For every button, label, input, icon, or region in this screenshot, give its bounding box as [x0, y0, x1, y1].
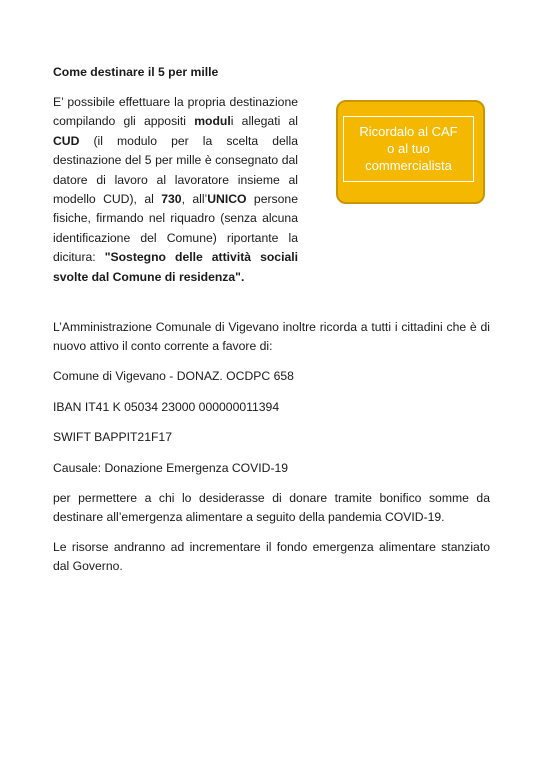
body-paragraph-1: L’Amministrazione Comunale di Vigevano inoltre ricorda a tutti i cittadini che è di nuovo attivo il conto corrente a favore di: — [53, 320, 490, 354]
intro-bold-moduli: modul — [194, 114, 231, 129]
intro-text-4: , all’ — [181, 192, 208, 207]
body-paragraph-6: per permettere a chi lo desiderasse di donare tramite bonifico somme da destinare all’emergenza alimentare a seguito della pandemia COVID-19. — [53, 491, 490, 525]
intro-bold-730: 730 — [161, 192, 182, 207]
body-paragraph-7: Le risorse andranno ad incrementare il fondo emergenza alimentare stanziato dal Governo. — [53, 540, 490, 574]
body-swift: SWIFT BAPPIT21F17 — [53, 430, 172, 444]
intro-bold-cud: CUD — [53, 133, 80, 148]
body-recipient: Comune di Vigevano - DONAZ. OCDPC 658 — [53, 369, 294, 383]
intro-paragraph — [53, 93, 298, 287]
intro-text-5: persone fisiche, firmando nel riquadro (senza alcuna identificazione del Comune) riportante la dicitura: — [53, 192, 298, 265]
intro-bold-unico: UNICO — [207, 192, 247, 207]
body-iban: IBAN IT41 K 05034 23000 000000011394 — [53, 400, 280, 414]
callout-line-1: Ricordalo al CAF — [359, 124, 458, 139]
body-causale: Causale: Donazione Emergenza COVID-19 — [53, 461, 289, 475]
intro-text-3: (il modulo per la scelta della destinazione del 5 per mille è consegnato dal datore di lavoro al lavoratore insieme al modello CUD), al — [53, 133, 298, 207]
callout-line-2: o al tuo — [387, 141, 430, 156]
reminder-callout — [336, 100, 485, 204]
reminder-callout-frame — [343, 116, 474, 182]
intro-bold-dicitura: "Sostegno delle attività sociali svolte dal Comune di residenza". — [53, 250, 299, 284]
intro-text-1: E’ possibile effettuare la propria destinazione compilando gli appositi — [53, 95, 298, 129]
intro-text-2: i allegati al — [230, 114, 298, 129]
callout-line-3: commercialista — [365, 158, 452, 173]
section-heading: Come destinare il 5 per mille — [53, 65, 219, 79]
